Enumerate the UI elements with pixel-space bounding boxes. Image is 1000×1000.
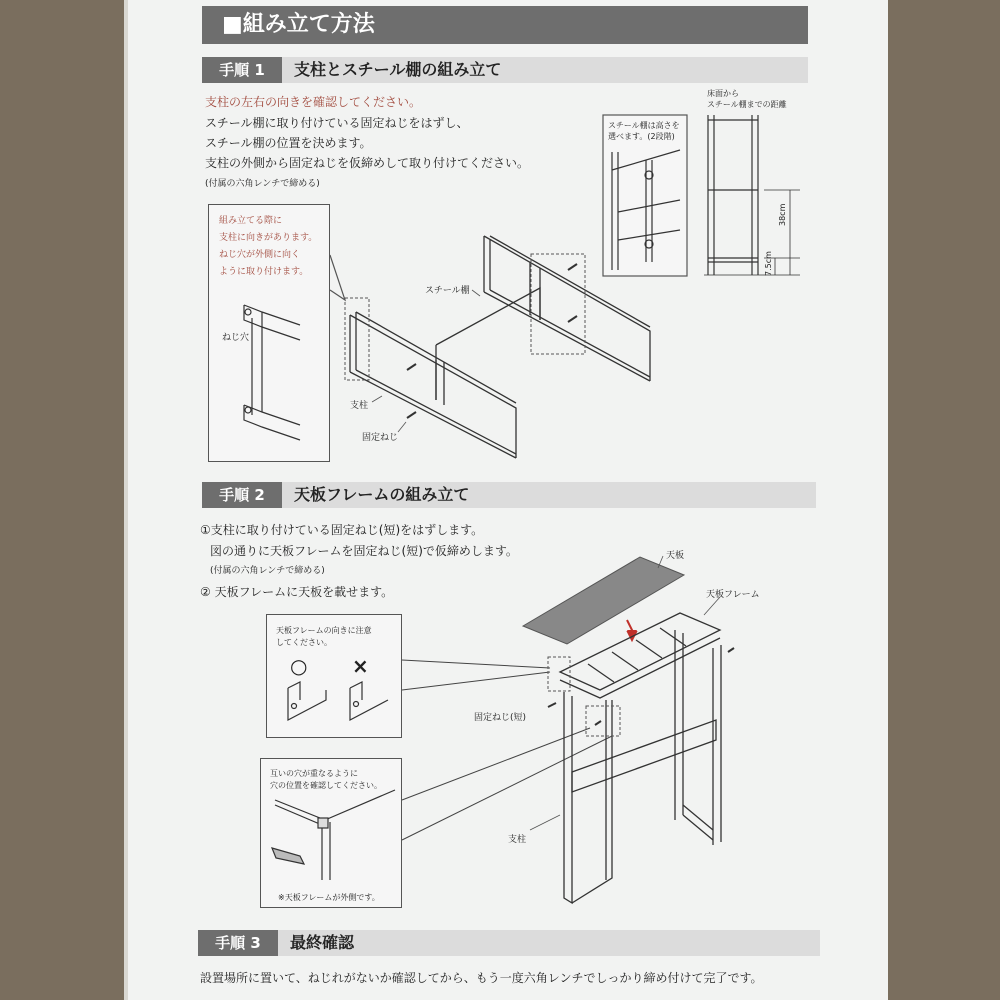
step2-line4: ② 天板フレームに天板を載せます。 <box>200 585 394 599</box>
label-fixing-screw: 固定ねじ <box>362 433 399 443</box>
ng-mark: × <box>352 654 369 678</box>
step2-line1: ①支柱に取り付けている固定ねじ(短)をはずします。 <box>200 523 484 537</box>
step1-callout-line3: ねじ穴が外側に向く <box>219 250 301 260</box>
distance-label-line2: スチール棚までの距離 <box>707 100 787 109</box>
step1-line4: 支柱の外側から固定ねじを仮締めして取り付けてください。 <box>205 156 530 170</box>
step1-callout-line4: ように取り付けます。 <box>219 267 309 277</box>
orientation-note-line2: してください。 <box>276 638 332 647</box>
label-post-step1: 支柱 <box>350 401 369 411</box>
step2-tag: 手順 2 <box>202 482 282 508</box>
step1-line2: スチール棚に取り付けている固定ねじをはずし、 <box>205 116 469 130</box>
step2-line2: 図の通りに天板フレームを固定ねじ(短)で仮締めします。 <box>210 544 518 558</box>
step2-title: 天板フレームの組み立て <box>294 485 470 504</box>
ok-mark: ○ <box>290 654 308 678</box>
label-top-board: 天板 <box>666 551 685 561</box>
shelf-note-line1: スチール棚は高さを <box>608 121 680 130</box>
holes-note-line2: 穴の位置を確認してください。 <box>270 781 382 790</box>
holes-note-frame-outside: ※天板フレームが外側です。 <box>278 893 380 902</box>
page-title: ■組み立て方法 <box>202 6 808 44</box>
label-top-frame: 天板フレーム <box>706 590 760 600</box>
label-short-screw: 固定ねじ(短) <box>474 713 527 723</box>
label-post-step2: 支柱 <box>508 835 527 845</box>
shelf-note-line2: 選べます。(2段階) <box>608 132 675 141</box>
label-screw-hole: ねじ穴 <box>222 333 250 343</box>
dimension-38cm: 38cm <box>778 203 787 226</box>
step3-header <box>198 930 820 956</box>
step1-callout-line1: 組み立てる際に <box>219 216 283 226</box>
orientation-note-line1: 天板フレームの向きに注意 <box>276 626 372 635</box>
dimension-7-5cm: 7.5cm <box>764 251 773 276</box>
distance-label-line1: 床面から <box>707 89 739 98</box>
label-steel-shelf: スチール棚 <box>425 286 470 296</box>
step1-line5: (付属の六角レンチで締める) <box>205 179 320 189</box>
step1-line3: スチール棚の位置を決めます。 <box>205 136 372 150</box>
step3-tag: 手順 3 <box>198 930 278 956</box>
step3-title: 最終確認 <box>290 933 355 952</box>
step3-line1: 設置場所に置いて、ねじれがないか確認してから、もう一度六角レンチでしっかり締め付けて完了です。 <box>200 971 763 985</box>
step1-tag: 手順 1 <box>202 57 282 83</box>
step2-line3: (付属の六角レンチで締める) <box>210 566 325 576</box>
step1-callout-line2: 支柱に向きがあります。 <box>219 233 318 243</box>
holes-note-line1: 互いの穴が重なるように <box>270 769 358 778</box>
step1-title: 支柱とスチール棚の組み立て <box>294 60 502 79</box>
step1-line1: 支柱の左右の向きを確認してください。 <box>205 95 422 109</box>
